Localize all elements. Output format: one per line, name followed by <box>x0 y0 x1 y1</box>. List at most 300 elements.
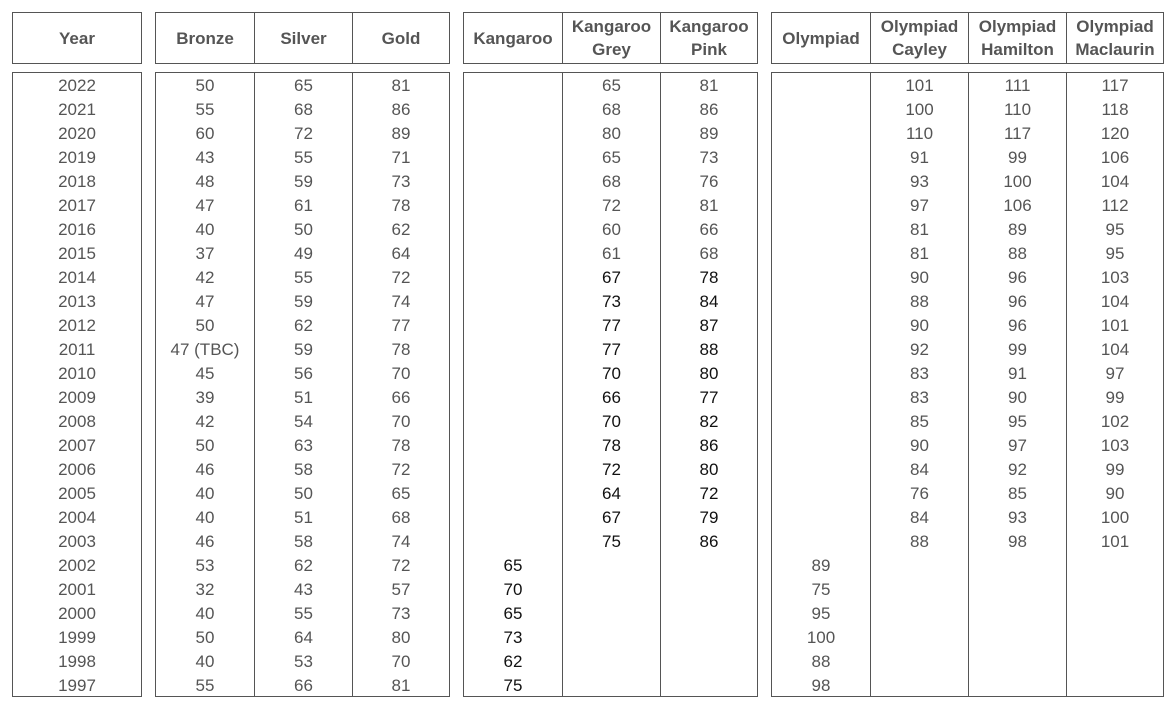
year-header: Year <box>59 28 95 48</box>
silver-column <box>254 73 352 696</box>
olympiad-cayley-cell: 84 <box>910 508 929 527</box>
silver-cell: 58 <box>294 532 313 551</box>
olympiad-cell <box>772 194 870 218</box>
olympiad-cayley-column <box>870 73 968 696</box>
olympiad-maclaurin-cell: 101 <box>1100 532 1130 551</box>
kangaroo-grey-cell: 75 <box>602 532 621 551</box>
gold-cell: 78 <box>391 196 411 215</box>
olympiad-cell <box>772 266 870 290</box>
year-cell: 2009 <box>58 388 96 407</box>
gold-cell: 80 <box>391 628 411 647</box>
olympiad-cell <box>772 218 870 242</box>
silver-cell: 59 <box>294 292 313 311</box>
olympiad-hamilton-cell: 106 <box>1003 196 1032 215</box>
bronze-cell: 48 <box>195 172 215 191</box>
kangaroo-pink-cell: 81 <box>699 196 719 215</box>
olympiad-cayley-cell: 76 <box>910 484 929 503</box>
olympiad-hamilton-cell: 88 <box>1008 244 1027 263</box>
kangaroo-grey-cell <box>563 626 660 650</box>
olympiad-hamilton-cell: 100 <box>1003 172 1032 191</box>
gold-cell: 72 <box>391 556 411 575</box>
olympiad-cayley-cell: 93 <box>910 172 929 191</box>
olympiad-hamilton-cell: 117 <box>1003 124 1032 143</box>
kangaroo-cell <box>464 482 562 506</box>
kangaroo-cell: 65 <box>503 556 523 575</box>
olympiad-maclaurin-cell: 90 <box>1105 484 1125 503</box>
olympiad-cell <box>772 314 870 338</box>
olympiad-maclaurin-cell: 102 <box>1100 412 1130 431</box>
olympiad-maclaurin-header: Olympiad Maclaurin <box>1066 13 1163 63</box>
olympiad-cell <box>772 530 870 554</box>
olympiad-hamilton-cell: 91 <box>1008 364 1027 383</box>
bronze-cell: 46 <box>195 532 215 551</box>
kangaroo-cell: 62 <box>503 652 523 671</box>
kangaroo-cell: 75 <box>503 676 523 695</box>
kangaroo-pink-cell: 66 <box>699 220 719 239</box>
year-cell: 2021 <box>58 100 96 119</box>
year-cell: 2011 <box>58 340 96 359</box>
bronze-cell: 32 <box>195 580 215 599</box>
olympiad-hamilton-cell: 92 <box>1008 460 1027 479</box>
bronze-cell: 50 <box>195 628 215 647</box>
gold-cell: 74 <box>391 292 411 311</box>
kangaroo-pink-cell: 79 <box>699 508 719 527</box>
year-cell: 2015 <box>58 244 96 263</box>
olympiad-cayley-cell: 85 <box>910 412 929 431</box>
kangaroo-cell: 73 <box>503 628 523 647</box>
olympiad-maclaurin-cell: 97 <box>1105 364 1125 383</box>
kangaroo-header: Kangaroo <box>473 28 553 48</box>
year-cell: 2007 <box>58 436 96 455</box>
bronze-cell: 50 <box>195 76 215 95</box>
kangaroo-cell: 65 <box>503 604 523 623</box>
kangaroo-pink-cell: 86 <box>699 532 719 551</box>
olympiad-cell <box>772 146 870 170</box>
kangaroo-grey-column <box>562 73 660 696</box>
kangaroo-pink-cell: 86 <box>699 436 719 455</box>
kangaroo-grey-cell <box>563 554 660 578</box>
olympiad-cell <box>772 458 870 482</box>
kangaroo-cell <box>464 290 562 314</box>
olympiad-cell: 88 <box>811 652 831 671</box>
olympiad-maclaurin-cell: 99 <box>1105 460 1125 479</box>
olympiad-cayley-cell: 81 <box>910 244 929 263</box>
bronze-cell: 42 <box>195 268 215 287</box>
kangaroo-pink-cell: 76 <box>699 172 719 191</box>
olympiad-cayley-cell: 81 <box>910 220 929 239</box>
silver-cell: 55 <box>294 604 313 623</box>
olympiad-maclaurin-cell <box>1067 602 1163 626</box>
olympiad-cell <box>772 362 870 386</box>
year-header-box <box>12 12 142 64</box>
olympiad-cayley-cell: 101 <box>905 76 934 95</box>
olympiad-cayley-cell <box>871 554 968 578</box>
bronze-cell: 60 <box>195 124 215 143</box>
kangaroo-pink-column <box>660 73 757 696</box>
olympiad-cell <box>772 242 870 266</box>
silver-cell: 49 <box>294 244 313 263</box>
bronze-cell: 40 <box>195 220 215 239</box>
gold-cell: 70 <box>391 364 411 383</box>
kangaroo-cell <box>464 434 562 458</box>
kangaroo-cell <box>464 458 562 482</box>
bronze-cell: 47 <box>195 292 215 311</box>
silver-cell: 66 <box>294 676 313 695</box>
medal-header-box <box>155 12 450 64</box>
bronze-cell: 53 <box>195 556 215 575</box>
kangaroo-pink-cell <box>661 578 757 602</box>
bronze-cell: 50 <box>195 436 215 455</box>
year-cell: 2020 <box>58 124 96 143</box>
silver-cell: 59 <box>294 172 313 191</box>
kangaroo-cell <box>464 338 562 362</box>
olympiad-cell <box>772 338 870 362</box>
olympiad-cell: 89 <box>811 556 831 575</box>
kangaroo-grey-cell: 72 <box>602 460 621 479</box>
olympiad-maclaurin-cell: 118 <box>1101 100 1129 119</box>
year-cell: 2006 <box>58 460 96 479</box>
olympiad-maclaurin-cell <box>1067 578 1163 602</box>
year-cell: 1998 <box>58 652 96 671</box>
bronze-cell: 43 <box>195 148 215 167</box>
gold-cell: 78 <box>391 436 411 455</box>
kangaroo-pink-cell: 78 <box>699 268 719 287</box>
bronze-cell: 39 <box>195 388 215 407</box>
olympiad-cell <box>772 170 870 194</box>
kangaroo-grey-cell: 61 <box>602 244 621 263</box>
olympiad-cayley-cell <box>871 626 968 650</box>
olympiad-maclaurin-cell <box>1067 650 1163 674</box>
silver-cell: 55 <box>294 268 313 287</box>
kangaroo-pink-cell: 84 <box>699 292 719 311</box>
olympiad-hamilton-cell: 95 <box>1008 412 1027 431</box>
kangaroo-cell <box>464 410 562 434</box>
kangaroo-pink-cell: 87 <box>699 316 719 335</box>
olympiad-cell <box>772 410 870 434</box>
kangaroo-cell <box>464 362 562 386</box>
bronze-cell: 55 <box>195 100 215 119</box>
olympiad-cell <box>772 290 870 314</box>
bronze-cell: 40 <box>195 508 215 527</box>
kangaroo-cell <box>464 146 562 170</box>
olympiad-hamilton-cell: 89 <box>1008 220 1027 239</box>
silver-cell: 65 <box>294 76 313 95</box>
bronze-cell: 47 <box>195 196 215 215</box>
olympiad-hamilton-cell <box>969 650 1066 674</box>
gold-cell: 72 <box>391 460 411 479</box>
kangaroo-pink-cell: 82 <box>699 412 719 431</box>
silver-cell: 58 <box>294 460 313 479</box>
olympiad-hamilton-cell: 90 <box>1008 388 1027 407</box>
gold-cell: 72 <box>391 268 411 287</box>
olympiad-hamilton-header: Olympiad Hamilton <box>968 13 1066 63</box>
year-cell: 2017 <box>58 196 96 215</box>
bronze-cell: 55 <box>195 676 215 695</box>
gold-cell: 64 <box>391 244 411 263</box>
olympiad-cayley-cell <box>871 650 968 674</box>
kangaroo-pink-cell <box>661 674 757 698</box>
kangaroo-grey-cell: 70 <box>602 364 621 383</box>
olympiad-cayley-cell <box>871 602 968 626</box>
kangaroo-pink-header: Kangaroo Pink <box>660 13 757 63</box>
olympiad-cayley-header: Olympiad Cayley <box>870 13 968 63</box>
year-cell: 2018 <box>58 172 96 191</box>
kangaroo-column <box>464 73 562 696</box>
year-cell: 2000 <box>58 604 96 623</box>
kangaroo-grey-cell: 70 <box>602 412 621 431</box>
olympiad-maclaurin-cell: 106 <box>1100 148 1130 167</box>
gold-column <box>352 73 449 696</box>
gold-cell: 73 <box>391 172 411 191</box>
gold-cell: 77 <box>391 316 411 335</box>
silver-cell: 50 <box>294 220 313 239</box>
gold-cell: 70 <box>391 412 411 431</box>
olympiad-header-box <box>771 12 1164 64</box>
olympiad-cayley-cell: 92 <box>910 340 929 359</box>
olympiad-maclaurin-cell: 117 <box>1101 76 1129 95</box>
bronze-cell: 40 <box>195 652 215 671</box>
olympiad-cayley-cell: 88 <box>910 532 929 551</box>
olympiad-hamilton-cell: 96 <box>1008 292 1027 311</box>
gold-cell: 89 <box>391 124 411 143</box>
year-cell: 2003 <box>58 532 96 551</box>
kangaroo-pink-cell: 73 <box>699 148 719 167</box>
silver-cell: 62 <box>294 556 313 575</box>
olympiad-hamilton-cell <box>969 602 1066 626</box>
kangaroo-pink-cell <box>661 626 757 650</box>
kangaroo-pink-cell: 88 <box>699 340 719 359</box>
olympiad-cell: 98 <box>811 676 831 695</box>
olympiad-cell <box>772 386 870 410</box>
kangaroo-cell <box>464 74 562 98</box>
olympiad-maclaurin-cell: 103 <box>1100 268 1130 287</box>
kangaroo-grey-cell <box>563 674 660 698</box>
kangaroo-pink-cell: 86 <box>699 100 719 119</box>
olympiad-cayley-cell: 83 <box>910 388 929 407</box>
kangaroo-header-box <box>463 12 758 64</box>
bronze-column <box>156 73 254 696</box>
olympiad-cayley-cell <box>871 674 968 698</box>
silver-cell: 56 <box>294 364 313 383</box>
olympiad-cayley-cell: 91 <box>910 148 929 167</box>
olympiad-hamilton-cell: 93 <box>1008 508 1027 527</box>
year-body-box <box>12 72 142 697</box>
kangaroo-grey-cell: 72 <box>602 196 621 215</box>
kangaroo-grey-cell: 67 <box>602 268 621 287</box>
silver-cell: 50 <box>294 484 313 503</box>
silver-cell: 68 <box>294 100 313 119</box>
year-cell: 2005 <box>58 484 96 503</box>
year-cell: 2010 <box>58 364 96 383</box>
gold-cell: 70 <box>391 652 411 671</box>
gold-cell: 73 <box>391 604 411 623</box>
olympiad-hamilton-cell: 99 <box>1008 148 1027 167</box>
silver-cell: 53 <box>294 652 313 671</box>
olympiad-maclaurin-cell: 104 <box>1100 292 1130 311</box>
olympiad-cayley-cell: 90 <box>910 268 929 287</box>
olympiad-hamilton-cell: 85 <box>1008 484 1027 503</box>
olympiad-body-box <box>771 72 1164 697</box>
kangaroo-cell <box>464 218 562 242</box>
olympiad-maclaurin-column <box>1066 73 1163 696</box>
olympiad-hamilton-cell <box>969 674 1066 698</box>
gold-cell: 74 <box>391 532 411 551</box>
silver-cell: 72 <box>294 124 313 143</box>
gold-cell: 62 <box>391 220 411 239</box>
olympiad-hamilton-cell <box>969 578 1066 602</box>
silver-cell: 54 <box>294 412 313 431</box>
year-cell: 1997 <box>58 676 96 695</box>
bronze-cell: 50 <box>195 316 215 335</box>
kangaroo-cell <box>464 386 562 410</box>
olympiad-maclaurin-cell: 112 <box>1101 196 1129 215</box>
kangaroo-cell <box>464 266 562 290</box>
year-cell: 2019 <box>58 148 96 167</box>
kangaroo-grey-cell: 80 <box>602 124 621 143</box>
year-cell: 2001 <box>58 580 96 599</box>
kangaroo-grey-cell: 65 <box>602 76 621 95</box>
kangaroo-grey-cell: 68 <box>602 100 621 119</box>
olympiad-column <box>772 73 870 696</box>
kangaroo-pink-cell: 77 <box>699 388 719 407</box>
olympiad-hamilton-cell: 110 <box>1003 100 1032 119</box>
silver-cell: 51 <box>294 508 313 527</box>
silver-cell: 43 <box>294 580 313 599</box>
olympiad-cayley-cell: 90 <box>910 316 929 335</box>
kangaroo-cell <box>464 98 562 122</box>
kangaroo-cell: 70 <box>503 580 523 599</box>
silver-header: Silver <box>254 13 352 63</box>
kangaroo-grey-cell: 66 <box>602 388 621 407</box>
olympiad-maclaurin-cell <box>1067 626 1163 650</box>
gold-cell: 66 <box>391 388 411 407</box>
bronze-cell: 40 <box>195 484 215 503</box>
olympiad-hamilton-cell: 96 <box>1008 316 1027 335</box>
year-cell: 2013 <box>58 292 96 311</box>
gold-cell: 86 <box>391 100 411 119</box>
olympiad-maclaurin-cell: 99 <box>1105 388 1125 407</box>
olympiad-hamilton-cell <box>969 554 1066 578</box>
kangaroo-pink-cell: 89 <box>699 124 719 143</box>
olympiad-hamilton-cell: 96 <box>1008 268 1027 287</box>
silver-cell: 61 <box>294 196 313 215</box>
kangaroo-grey-header: Kangaroo Grey <box>562 13 660 63</box>
year-cell: 2022 <box>58 76 96 95</box>
olympiad-hamilton-cell: 98 <box>1008 532 1027 551</box>
kangaroo-grey-cell: 73 <box>602 292 621 311</box>
silver-cell: 62 <box>294 316 313 335</box>
olympiad-maclaurin-cell: 120 <box>1100 124 1130 143</box>
silver-cell: 55 <box>294 148 313 167</box>
gold-cell: 81 <box>391 676 411 695</box>
olympiad-maclaurin-cell <box>1067 674 1163 698</box>
kangaroo-pink-cell <box>661 554 757 578</box>
olympiad-maclaurin-cell: 95 <box>1105 244 1125 263</box>
olympiad-cell <box>772 98 870 122</box>
olympiad-maclaurin-cell: 101 <box>1100 316 1130 335</box>
year-cell: 2014 <box>58 268 96 287</box>
olympiad-hamilton-cell: 99 <box>1008 340 1027 359</box>
olympiad-cayley-cell: 90 <box>910 436 929 455</box>
gold-cell: 81 <box>391 76 411 95</box>
olympiad-cell: 95 <box>811 604 831 623</box>
kangaroo-grey-cell: 77 <box>602 340 621 359</box>
olympiad-maclaurin-cell: 104 <box>1100 172 1130 191</box>
olympiad-hamilton-cell: 111 <box>1004 76 1031 95</box>
year-cell: 2016 <box>58 220 96 239</box>
olympiad-cayley-cell: 84 <box>910 460 929 479</box>
olympiad-maclaurin-cell: 95 <box>1105 220 1125 239</box>
bronze-cell: 46 <box>195 460 215 479</box>
kangaroo-grey-cell: 67 <box>602 508 621 527</box>
olympiad-maclaurin-cell: 103 <box>1100 436 1130 455</box>
olympiad-cayley-cell: 110 <box>905 124 934 143</box>
olympiad-maclaurin-cell <box>1067 554 1163 578</box>
kangaroo-pink-cell <box>661 602 757 626</box>
year-cell: 2008 <box>58 412 96 431</box>
olympiad-cell <box>772 434 870 458</box>
kangaroo-cell <box>464 314 562 338</box>
kangaroo-cell <box>464 242 562 266</box>
kangaroo-cell <box>464 194 562 218</box>
year-cell: 2002 <box>58 556 96 575</box>
kangaroo-grey-cell <box>563 650 660 674</box>
silver-cell: 63 <box>294 436 313 455</box>
kangaroo-pink-cell: 81 <box>699 76 719 95</box>
kangaroo-pink-cell: 80 <box>699 460 719 479</box>
kangaroo-grey-cell: 65 <box>602 148 621 167</box>
olympiad-cell: 75 <box>811 580 831 599</box>
olympiad-cayley-cell <box>871 578 968 602</box>
bronze-cell: 47 (TBC) <box>170 340 240 359</box>
year-cell: 2004 <box>58 508 96 527</box>
kangaroo-pink-cell: 80 <box>699 364 719 383</box>
kangaroo-grey-cell: 60 <box>602 220 621 239</box>
silver-cell: 64 <box>294 628 313 647</box>
olympiad-hamilton-cell: 97 <box>1008 436 1027 455</box>
silver-cell: 51 <box>294 388 313 407</box>
kangaroo-cell <box>464 122 562 146</box>
olympiad-cell <box>772 74 870 98</box>
olympiad-hamilton-column <box>968 73 1066 696</box>
gold-cell: 78 <box>391 340 411 359</box>
medal-body-box <box>155 72 450 697</box>
olympiad-maclaurin-cell: 100 <box>1100 508 1130 527</box>
kangaroo-grey-cell: 77 <box>602 316 621 335</box>
gold-cell: 68 <box>391 508 411 527</box>
olympiad-header: Olympiad <box>782 28 860 48</box>
bronze-header: Bronze <box>176 28 234 48</box>
bronze-cell: 45 <box>195 364 215 383</box>
olympiad-cell <box>772 482 870 506</box>
olympiad-hamilton-cell <box>969 626 1066 650</box>
kangaroo-cell <box>464 506 562 530</box>
bronze-cell: 37 <box>195 244 215 263</box>
olympiad-cell <box>772 122 870 146</box>
gold-cell: 65 <box>391 484 411 503</box>
year-cell: 1999 <box>58 628 96 647</box>
kangaroo-cell <box>464 530 562 554</box>
olympiad-cayley-cell: 100 <box>905 100 934 119</box>
olympiad-cayley-cell: 97 <box>910 196 929 215</box>
bronze-cell: 42 <box>195 412 215 431</box>
year-cell: 2012 <box>58 316 96 335</box>
kangaroo-grey-cell: 64 <box>602 484 621 503</box>
year-column <box>13 73 141 696</box>
gold-cell: 71 <box>391 148 411 167</box>
olympiad-cayley-cell: 83 <box>910 364 929 383</box>
gold-header: Gold <box>352 13 449 63</box>
